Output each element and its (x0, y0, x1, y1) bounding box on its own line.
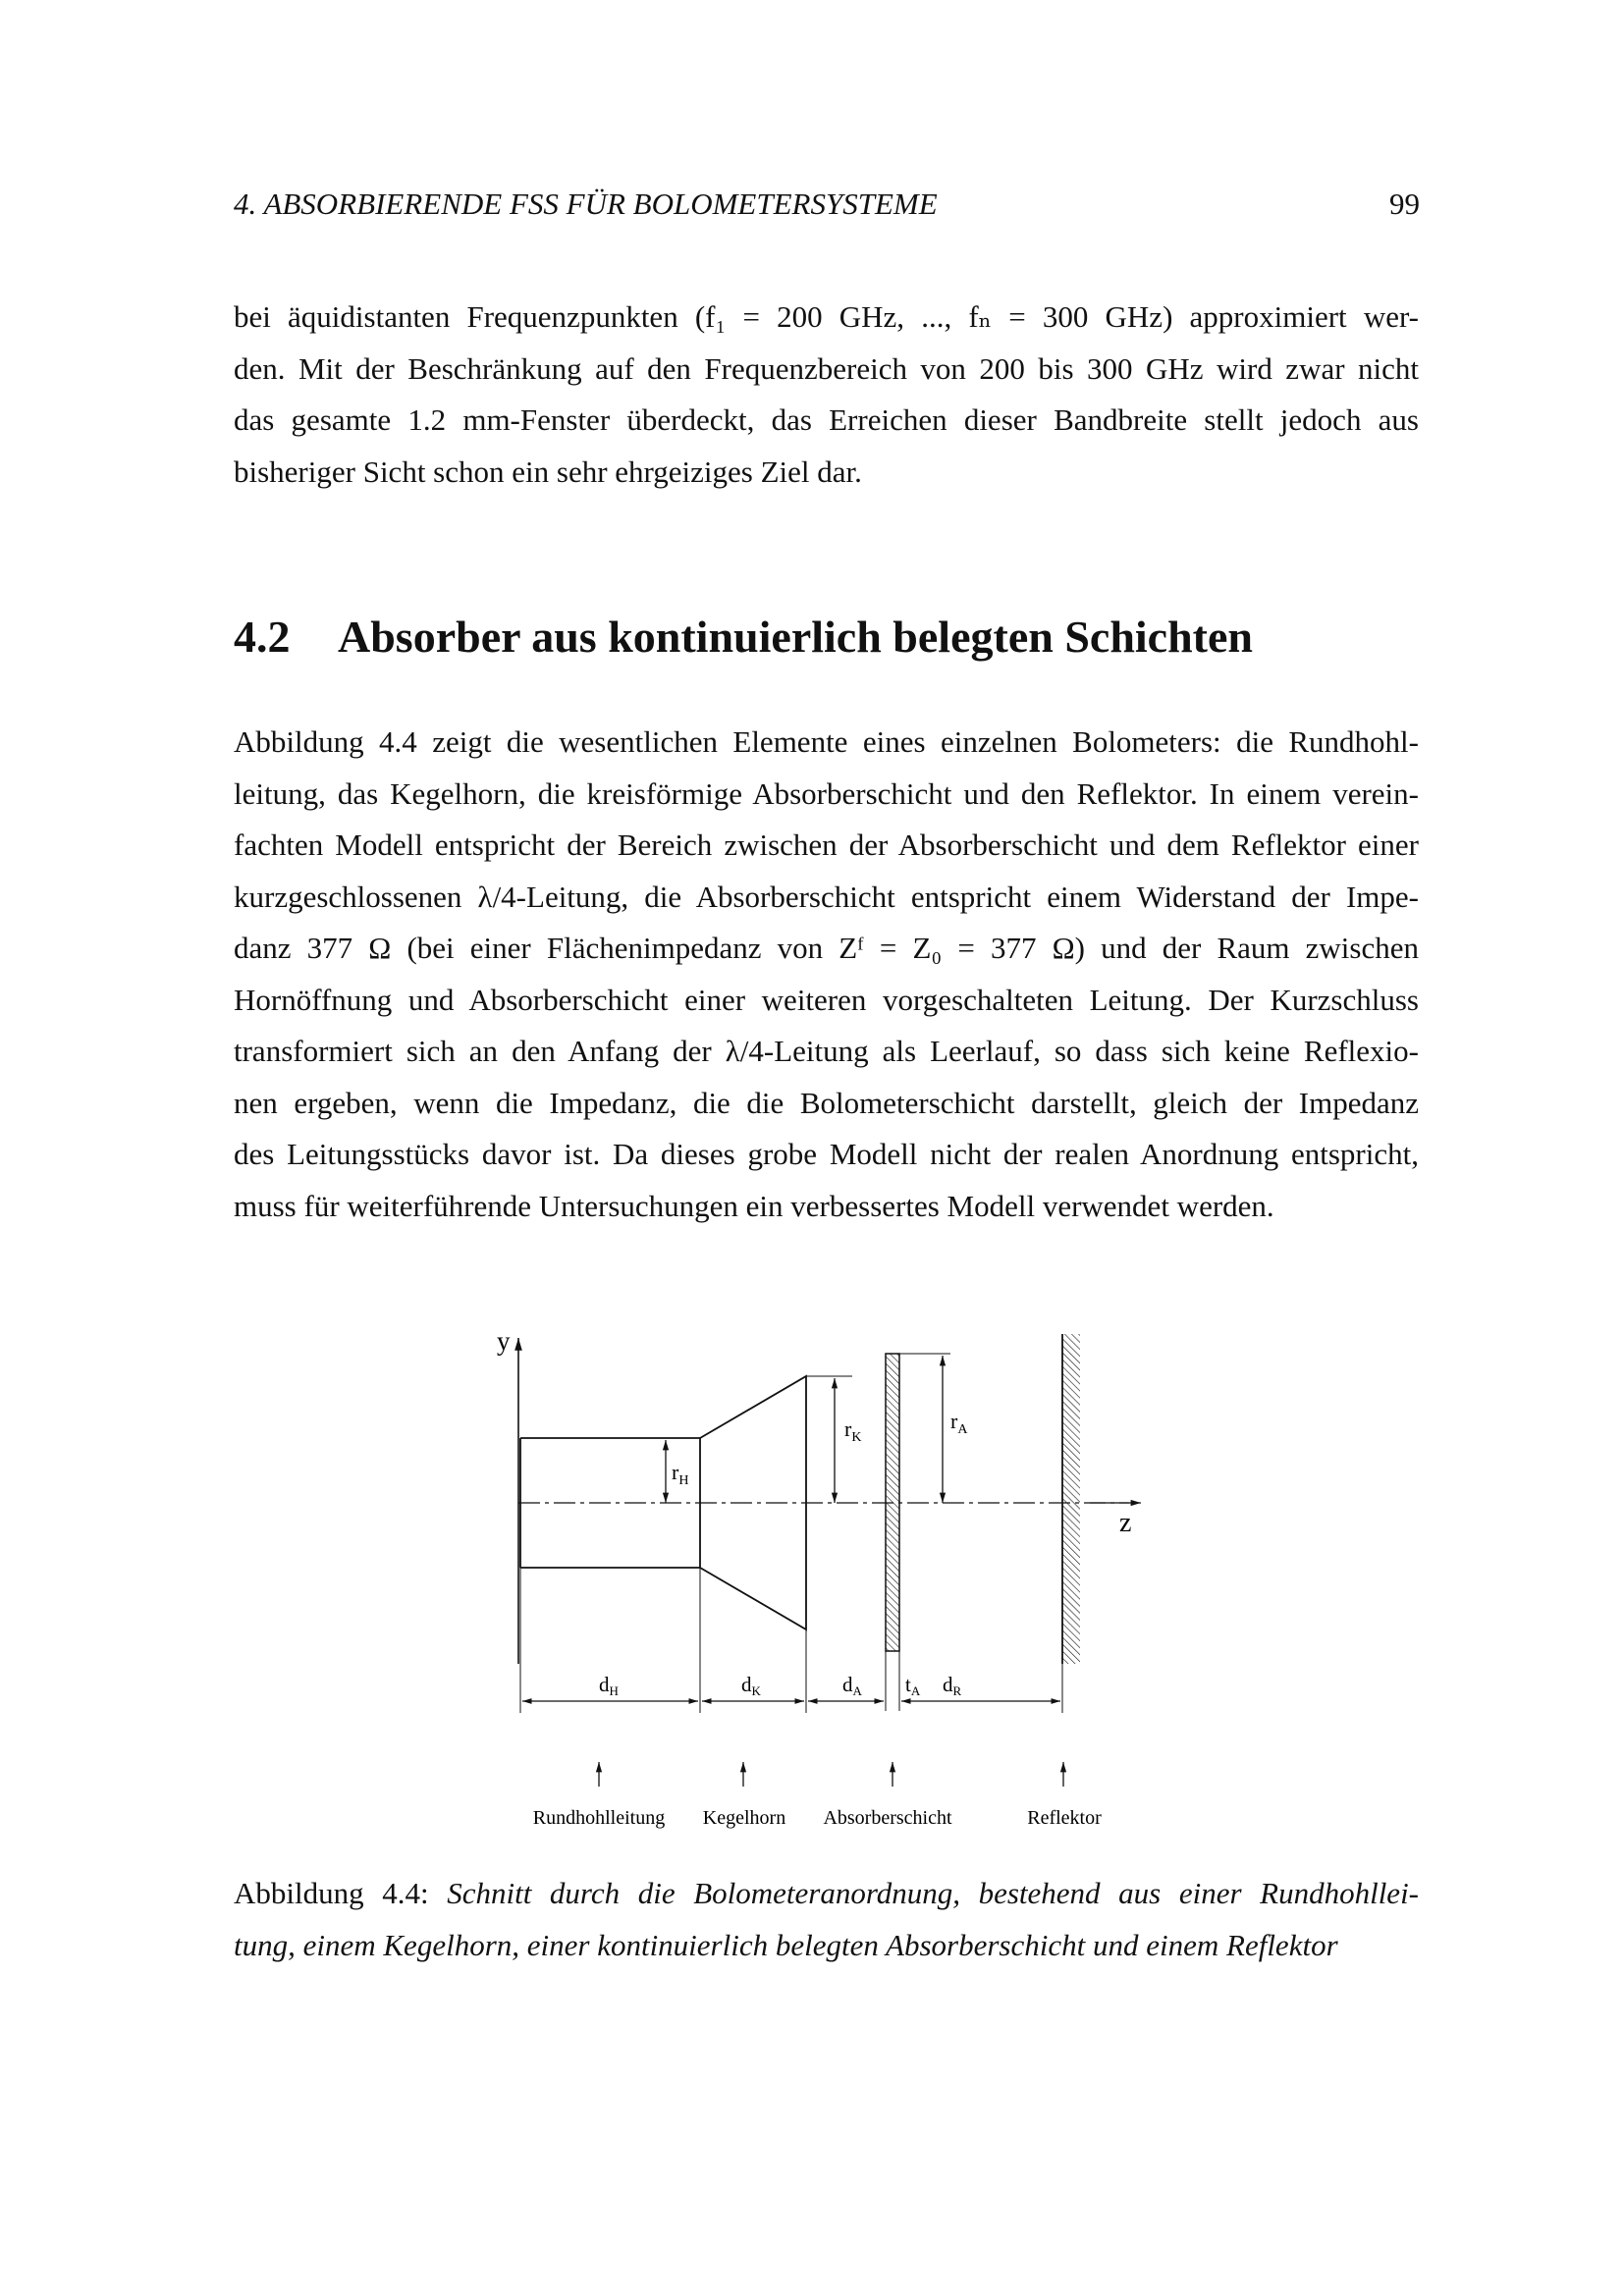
section-number: 4.2 (234, 612, 291, 662)
caption-line: tung, einem Kegelhorn, einer kontinuierlich belegten Absorberschicht und einem Reflektor (234, 1927, 1338, 1962)
section-heading (234, 611, 1253, 663)
dim-label-dk: dK (741, 1673, 761, 1698)
caption-line (234, 1868, 1419, 1920)
running-header (234, 187, 1420, 230)
label-kegelhorn: Kegelhorn (702, 1807, 786, 1829)
paragraph-line: fachten Modell entspricht der Bereich zwischen der Absorberschicht und dem Reflektor einer (234, 828, 1419, 862)
paragraph-line: nen ergeben, wenn die Impedanz, die die Bolometerschicht darstellt, gleich der Impedanz (234, 1085, 1419, 1120)
dim-label-ta: tA (905, 1673, 921, 1698)
dim-label-dr: dR (943, 1673, 962, 1698)
body-paragraph (234, 717, 1419, 1232)
chapter-title: 4. ABSORBIERENDE FSS FÜR BOLOMETERSYSTEME (234, 187, 938, 221)
label-rundhohlleitung: Rundhohlleitung (532, 1807, 666, 1829)
paragraph-line: bei äquidistanten Frequenzpunkten (f₁ = 200 GHz, ..., fₙ = 300 GHz) approximiert wer- (234, 299, 1419, 334)
paragraph-line: Hornöffnung und Absorberschicht einer weiteren vorgeschalteten Leitung. Der Kurzschluss (234, 982, 1419, 1017)
paragraph-line: leitung, das Kegelhorn, die kreisförmige Absorberschicht und den Reflektor. In einem verein- (234, 775, 1419, 811)
section-title: Absorber aus kontinuierlich belegten Schichten (338, 612, 1253, 662)
paragraph-line: muss für weiterführende Untersuchungen ein verbessertes Modell verwendet werden. (234, 1188, 1274, 1223)
bolometer-cross-section-figure (481, 1320, 1149, 1850)
dim-label-dh: dH (599, 1673, 619, 1698)
paragraph-line: kurzgeschlossenen λ/4-Leitung, die Absorberschicht entspricht einem Widerstand der Impe- (234, 879, 1419, 914)
label-absorberschicht: Absorberschicht (823, 1807, 952, 1829)
figure-caption (234, 1868, 1419, 1971)
absorber-layer (886, 1354, 899, 1651)
paragraph-line: transformiert sich an den Anfang der λ/4-Leitung als Leerlauf, so dass sich keine Reflexio- (234, 1034, 1419, 1068)
radius-label-rh: $r_H$ (672, 1460, 689, 1488)
label-reflektor: Reflektor (1027, 1807, 1102, 1829)
paragraph-line: das gesamte 1.2 mm-Fenster überdeckt, das Erreichen dieser Bandbreite stellt jedoch aus (234, 402, 1419, 437)
paragraph-line: bisheriger Sicht schon ein sehr ehrgeiziges Ziel dar. (234, 454, 862, 489)
paragraph-line: Abbildung 4.4 zeigt die wesentlichen Elemente eines einzelnen Bolometers: die Rundhohl- (234, 724, 1419, 759)
z-axis-label: z (1119, 1508, 1132, 1538)
paragraph-line: des Leitungsstücks davor ist. Da dieses grobe Modell nicht der realen Anordnung entspricht, (234, 1137, 1419, 1171)
reflector (1062, 1334, 1080, 1664)
radius-label-rk: $r_K$ (844, 1416, 862, 1445)
radius-label-ra: $r_A$ (950, 1409, 968, 1437)
intro-paragraph (234, 292, 1419, 498)
paragraph-line: den. Mit der Beschränkung auf den Frequenzbereich von 200 bis 300 GHz wird zwar nicht (234, 350, 1419, 386)
paragraph-line: danz 377 Ω (bei einer Flächenimpedanz von Zᶠ = Z₀ = 377 Ω) und der Raum zwischen (234, 931, 1419, 965)
dim-label-da: dA (842, 1673, 862, 1698)
caption-label: Abbildung 4.4: (234, 1876, 429, 1910)
bolometer-diagram (481, 1320, 1149, 1850)
caption-text: Schnitt durch die Bolometeranordnung, bestehend aus einer Rundhohllei- (447, 1876, 1420, 1910)
page-number: 99 (1389, 187, 1420, 221)
y-axis-label: y (497, 1326, 511, 1356)
